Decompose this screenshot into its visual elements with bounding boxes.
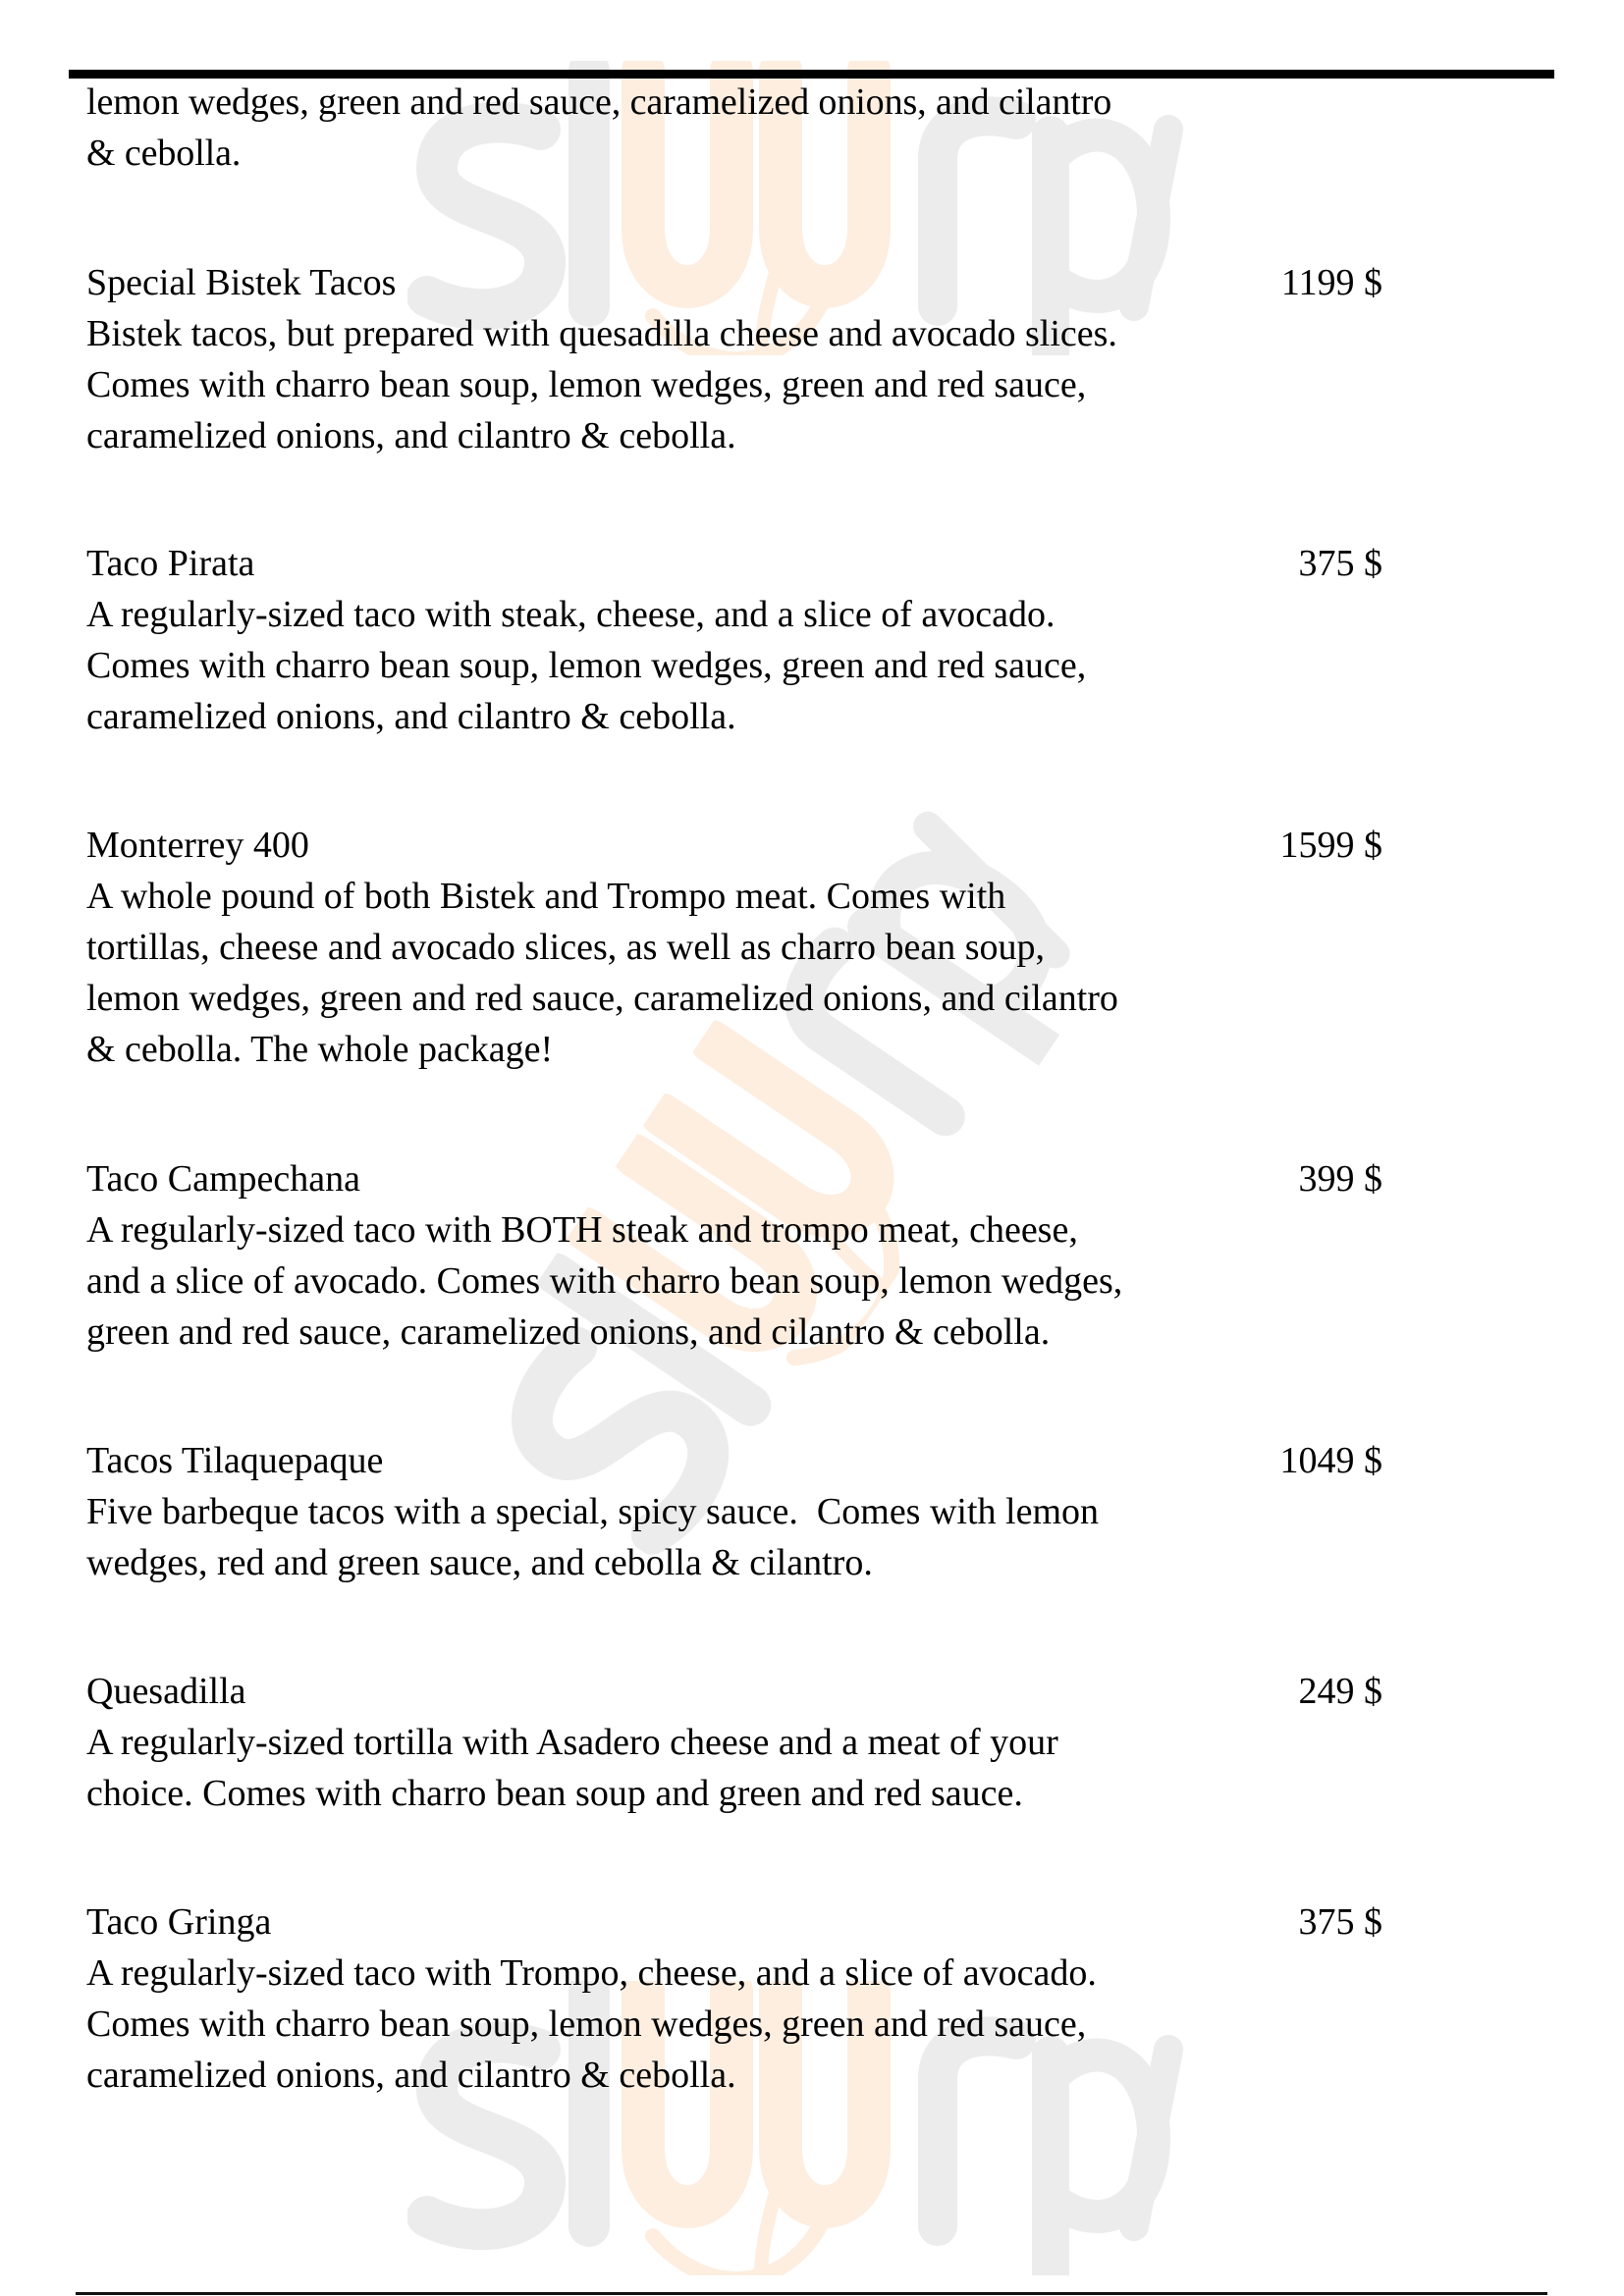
description-line: Comes with charro bean soup, lemon wedges, green and red sauce, bbox=[86, 364, 1087, 405]
continuation-line: & cebolla. bbox=[86, 133, 242, 174]
menu-item-price: 1199 $ bbox=[1280, 262, 1382, 303]
description-line: green and red sauce, caramelized onions, and cilantro & cebolla. bbox=[86, 1311, 1051, 1353]
menu-item-description bbox=[86, 1717, 1058, 1819]
menu-item-name: Tacos Tilaquepaque bbox=[86, 1440, 384, 1481]
menu-item-description bbox=[86, 1948, 1097, 2101]
menu-item-price: 1599 $ bbox=[1279, 825, 1382, 866]
description-line: caramelized onions, and cilantro & cebolla. bbox=[86, 696, 736, 737]
menu-item-description bbox=[86, 1486, 1099, 1588]
description-line: choice. Comes with charro bean soup and green and red sauce. bbox=[86, 1773, 1023, 1814]
description-line: A regularly-sized taco with BOTH steak and trompo meat, cheese, bbox=[86, 1209, 1078, 1251]
menu-item-description bbox=[86, 871, 1118, 1075]
watermark-logo-middle bbox=[446, 743, 1146, 1583]
bottom-divider-rule bbox=[76, 2292, 1547, 2295]
menu-item-price: 1049 $ bbox=[1279, 1440, 1382, 1481]
continuation-line: lemon wedges, green and red sauce, caramelized onions, and cilantro bbox=[86, 81, 1112, 123]
description-line: A regularly-sized taco with steak, cheese, and a slice of avocado. bbox=[86, 594, 1056, 635]
description-line: & cebolla. The whole package! bbox=[86, 1029, 554, 1070]
description-line: lemon wedges, green and red sauce, caramelized onions, and cilantro bbox=[86, 978, 1118, 1019]
menu-item-name: Taco Gringa bbox=[86, 1901, 272, 1943]
description-line: tortillas, cheese and avocado slices, as well as charro bean soup, bbox=[86, 927, 1046, 968]
menu-item-price: 249 $ bbox=[1298, 1671, 1382, 1712]
description-line: A regularly-sized taco with Trompo, cheese, and a slice of avocado. bbox=[86, 1952, 1097, 1994]
description-line: Comes with charro bean soup, lemon wedges, green and red sauce, bbox=[86, 2003, 1087, 2045]
menu-item-description bbox=[86, 1204, 1122, 1358]
menu-item-name: Taco Pirata bbox=[86, 543, 255, 584]
menu-item-price: 375 $ bbox=[1298, 1901, 1382, 1943]
description-line: A whole pound of both Bistek and Trompo meat. Comes with bbox=[86, 876, 1006, 917]
menu-item-price: 399 $ bbox=[1298, 1158, 1382, 1200]
description-line: Five barbeque tacos with a special, spicy sauce. Comes with lemon bbox=[86, 1491, 1100, 1532]
top-divider-rule bbox=[69, 70, 1554, 79]
menu-item-description bbox=[86, 308, 1117, 461]
description-line: Bistek tacos, but prepared with quesadilla cheese and avocado slices. bbox=[86, 313, 1117, 354]
slurpy-logo-icon bbox=[446, 743, 1146, 1583]
description-line: caramelized onions, and cilantro & cebolla. bbox=[86, 415, 736, 456]
description-line: wedges, red and green sauce, and cebolla & cilantro. bbox=[86, 1542, 873, 1583]
menu-item-description bbox=[86, 589, 1086, 742]
menu-item-name: Quesadilla bbox=[86, 1671, 246, 1712]
menu-item-name: Special Bistek Tacos bbox=[86, 262, 397, 303]
menu-item-price: 375 $ bbox=[1298, 543, 1382, 584]
description-line: A regularly-sized tortilla with Asadero cheese and a meat of your bbox=[86, 1722, 1058, 1763]
description-line: and a slice of avocado. Comes with charro bean soup, lemon wedges, bbox=[86, 1260, 1123, 1302]
menu-item-name: Taco Campechana bbox=[86, 1158, 361, 1200]
description-line: Comes with charro bean soup, lemon wedges, green and red sauce, bbox=[86, 645, 1087, 686]
menu-item-name: Monterrey 400 bbox=[86, 825, 309, 866]
description-line: caramelized onions, and cilantro & cebolla. bbox=[86, 2055, 736, 2096]
